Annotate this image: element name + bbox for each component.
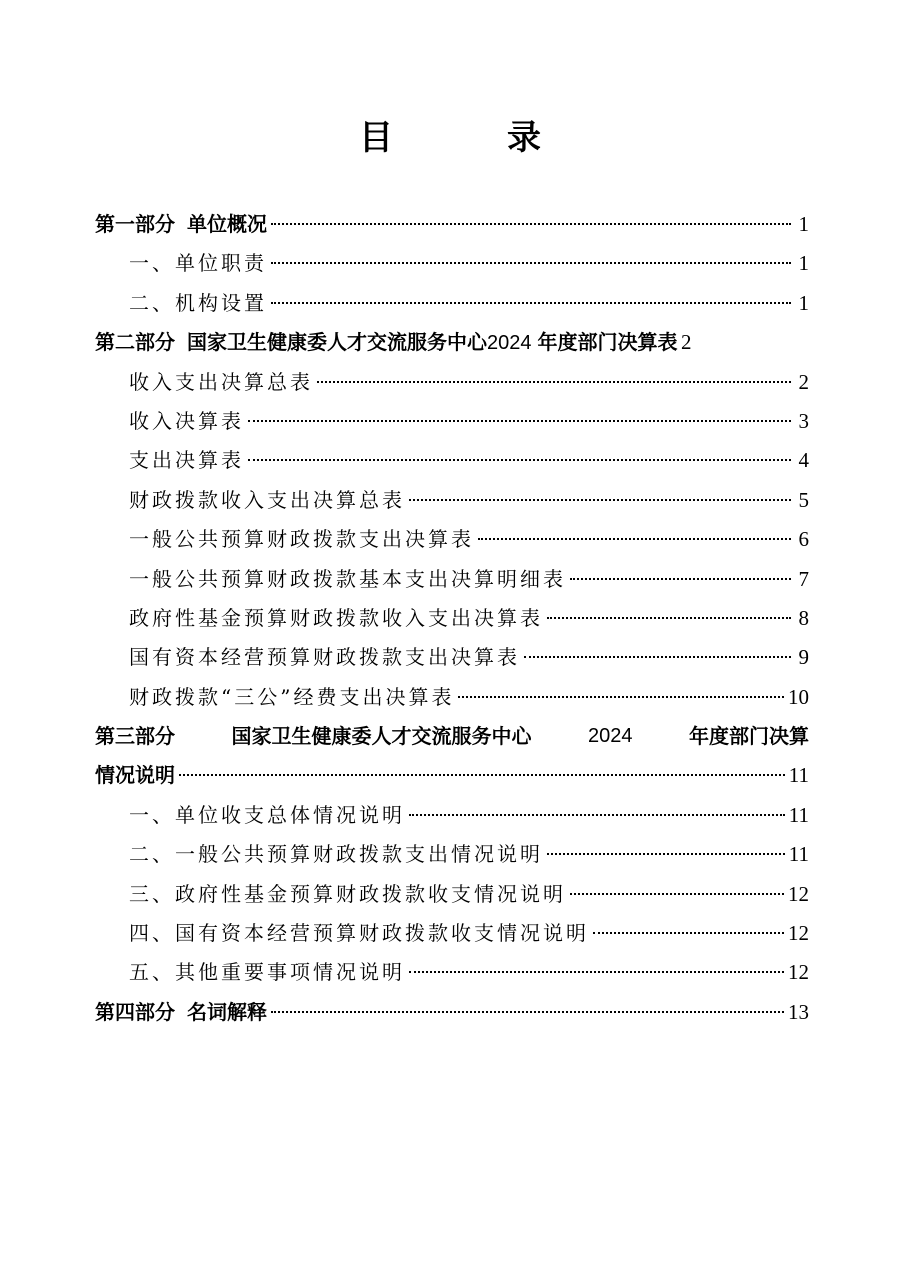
toc-entry-label: 五、其他重要事项情况说明 bbox=[129, 960, 405, 985]
page-number: 5 bbox=[798, 487, 809, 512]
toc-entry[interactable] bbox=[95, 402, 809, 441]
dot-leader bbox=[570, 578, 791, 580]
dot-leader bbox=[524, 656, 791, 658]
toc-entry[interactable] bbox=[95, 520, 809, 559]
page-number: 12 bbox=[788, 960, 809, 985]
toc-entry[interactable] bbox=[95, 244, 809, 283]
toc-entry[interactable] bbox=[95, 284, 809, 323]
toc-entry[interactable] bbox=[95, 599, 809, 638]
toc-entry-label bbox=[95, 717, 809, 756]
toc-entry-label: 一般公共预算财政拨款基本支出决算明细表 bbox=[129, 566, 566, 591]
page-number: 11 bbox=[788, 842, 809, 867]
toc-entry-part3-continued[interactable] bbox=[95, 756, 809, 795]
toc-entry[interactable] bbox=[95, 875, 809, 914]
part-number: 第四部分 bbox=[95, 999, 175, 1024]
toc-entry[interactable] bbox=[95, 796, 809, 835]
toc-entry-label bbox=[95, 205, 267, 244]
page-number: 12 bbox=[788, 881, 809, 906]
part-title: 名词解释 bbox=[187, 999, 267, 1024]
toc-entry-label: 情况说明 bbox=[95, 763, 175, 788]
toc-entry-label: 一、单位职责 bbox=[129, 251, 267, 276]
page-number: 2 bbox=[798, 369, 809, 394]
toc-entry-label: 一、单位收支总体情况说明 bbox=[129, 802, 405, 827]
page-number: 2 bbox=[681, 330, 692, 355]
toc-entry[interactable] bbox=[95, 835, 809, 874]
part-title-suffix: 年度部门决算 bbox=[689, 724, 809, 749]
dot-leader bbox=[478, 538, 791, 540]
toc-entry-label bbox=[95, 993, 267, 1032]
page-number: 12 bbox=[788, 921, 809, 946]
table-of-contents bbox=[95, 205, 809, 1032]
part-number: 第一部分 bbox=[95, 212, 175, 236]
part-title: 国家卫生健康委人才交流服务中心 bbox=[231, 724, 532, 749]
page-number: 11 bbox=[788, 802, 809, 827]
toc-entry-label: 一般公共预算财政拨款支出决算表 bbox=[129, 527, 474, 552]
dot-leader bbox=[317, 381, 791, 383]
toc-entry-label: 政府性基金预算财政拨款收入支出决算表 bbox=[129, 605, 543, 630]
page-number: 9 bbox=[798, 645, 809, 670]
part-number: 第三部分 bbox=[95, 724, 175, 749]
toc-entry[interactable] bbox=[95, 363, 809, 402]
part-year: 2024 bbox=[588, 725, 633, 748]
page-number: 8 bbox=[798, 605, 809, 630]
dot-leader bbox=[271, 302, 791, 304]
toc-entry[interactable] bbox=[95, 914, 809, 953]
dot-leader bbox=[271, 223, 791, 225]
toc-entry[interactable] bbox=[95, 560, 809, 599]
dot-leader bbox=[248, 459, 791, 461]
dot-leader bbox=[458, 696, 784, 698]
page-number: 13 bbox=[788, 999, 809, 1024]
toc-entry-label: 二、机构设置 bbox=[129, 290, 267, 315]
toc-entry-label: 财政拨款收入支出决算总表 bbox=[129, 487, 405, 512]
part-year: 2024 bbox=[487, 332, 532, 355]
toc-entry-part3[interactable] bbox=[95, 717, 809, 756]
toc-entry-label: 二、一般公共预算财政拨款支出情况说明 bbox=[129, 842, 543, 867]
dot-leader bbox=[409, 971, 784, 973]
page-number: 1 bbox=[798, 251, 809, 276]
part-number: 第二部分 bbox=[95, 330, 175, 355]
toc-entry-part1[interactable] bbox=[95, 205, 809, 244]
toc-entry[interactable] bbox=[95, 481, 809, 520]
page-number: 6 bbox=[798, 527, 809, 552]
toc-entry-label: 支出决算表 bbox=[129, 448, 244, 473]
toc-entry[interactable] bbox=[95, 953, 809, 992]
part-title: 单位概况 bbox=[187, 212, 267, 236]
toc-entry-label: 财政拨款“三公”经费支出决算表 bbox=[129, 684, 455, 709]
toc-entry-part2[interactable] bbox=[95, 323, 809, 362]
toc-entry[interactable] bbox=[95, 678, 809, 717]
toc-entry[interactable] bbox=[95, 638, 809, 677]
toc-entry-label: 三、政府性基金预算财政拨款收支情况说明 bbox=[129, 881, 566, 906]
dot-leader bbox=[570, 893, 784, 895]
dot-leader bbox=[547, 853, 785, 855]
dot-leader bbox=[547, 617, 791, 619]
toc-entry-label: 四、国有资本经营预算财政拨款收支情况说明 bbox=[129, 921, 589, 946]
dot-leader bbox=[248, 420, 791, 422]
dot-leader bbox=[179, 774, 785, 776]
part-title: 国家卫生健康委人才交流服务中心 bbox=[187, 330, 487, 355]
page-number: 7 bbox=[798, 566, 809, 591]
part-title-suffix: 年度部门决算表 bbox=[537, 330, 678, 355]
toc-entry-label bbox=[95, 323, 678, 363]
toc-entry-part4[interactable] bbox=[95, 993, 809, 1032]
page-number: 1 bbox=[798, 290, 809, 315]
page-number: 3 bbox=[798, 408, 809, 433]
page-title: 目 录 bbox=[359, 118, 581, 158]
page-number: 1 bbox=[798, 212, 809, 236]
toc-entry-label: 收入支出决算总表 bbox=[129, 369, 313, 394]
page-number: 4 bbox=[798, 448, 809, 473]
toc-entry-label: 收入决算表 bbox=[129, 408, 244, 433]
page-number: 10 bbox=[788, 684, 809, 709]
dot-leader bbox=[409, 814, 785, 816]
dot-leader bbox=[271, 1011, 784, 1013]
dot-leader bbox=[593, 932, 784, 934]
page-number: 11 bbox=[788, 763, 809, 788]
dot-leader bbox=[409, 499, 791, 501]
toc-entry[interactable] bbox=[95, 441, 809, 480]
toc-entry-label: 国有资本经营预算财政拨款支出决算表 bbox=[129, 645, 520, 670]
dot-leader bbox=[271, 262, 791, 264]
